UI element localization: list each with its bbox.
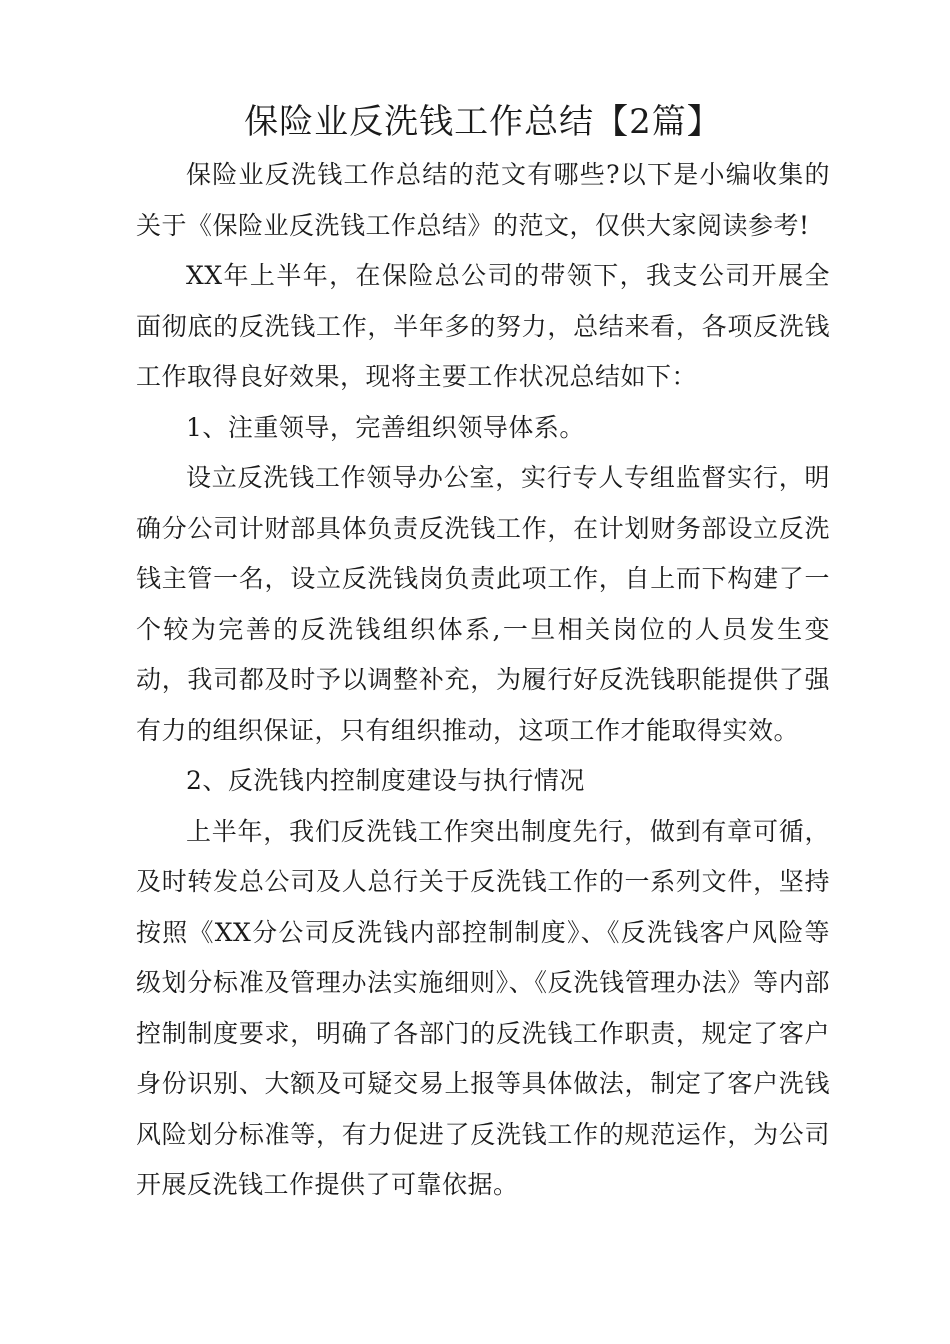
document-page	[136, 96, 830, 1211]
paragraph-intro: 保险业反洗钱工作总结的范文有哪些?以下是小编收集的关于《保险业反洗钱工作总结》的范文，仅供大家阅读参考!	[136, 160, 830, 240]
paragraph-overview: XX年上半年，在保险总公司的带领下，我支公司开展全面彻底的反洗钱工作，半年多的努力，总结来看，各项反洗钱工作取得良好效果，现将主要工作状况总结如下：	[136, 261, 830, 391]
paragraph-section-2: 上半年，我们反洗钱工作突出制度先行，做到有章可循，及时转发总公司及人总行关于反洗钱工作的一系列文件，坚持按照《XX分公司反洗钱内部控制制度》、《反洗钱客户风险等级划分标准及管理办法实施细则》、《反洗钱管理办法》等内部控制制度要求，明确了各部门的反洗钱工作职责，规定了客户身份识别、大额及可疑交易上报等具体做法，制定了客户洗钱风险划分标准等，有力促进了反洗钱工作的规范运作，为公司开展反洗钱工作提供了可靠依据。	[136, 816, 830, 1199]
document-title: 保险业反洗钱工作总结【2篇】	[244, 102, 722, 142]
paragraph-section-1: 设立反洗钱工作领导办公室，实行专人专组监督实行，明确分公司计财部具体负责反洗钱工作，在计划财务部设立反洗钱主管一名，设立反洗钱岗负责此项工作，自上而下构建了一个较为完善的反洗钱组织体系,一旦相关岗位的人员发生变动，我司都及时予以调整补充，为履行好反洗钱职能提供了强有力的组织保证，只有组织推动，这项工作才能取得实效。	[136, 463, 830, 745]
section-heading-2: 2、反洗钱内控制度建设与执行情况	[186, 766, 585, 795]
section-heading-1: 1、注重领导，完善组织领导体系。	[186, 412, 585, 442]
